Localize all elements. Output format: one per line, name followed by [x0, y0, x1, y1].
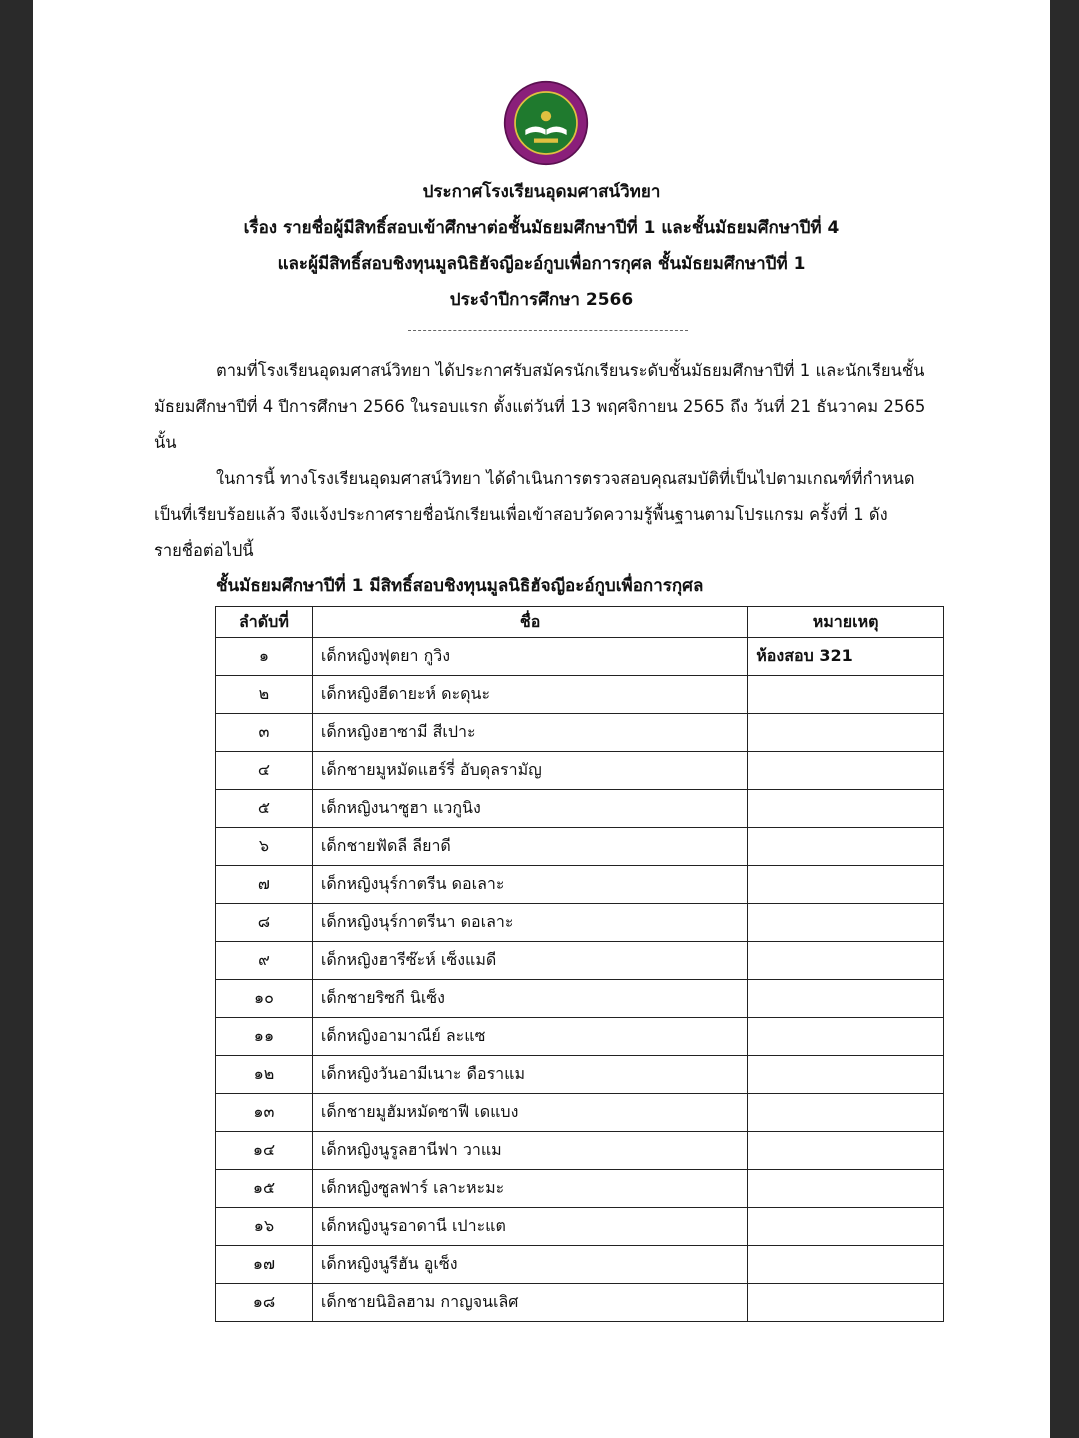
- section-title: ชั้นมัธยมศึกษาปีที่ 1 มีสิทธิ์สอบชิงทุนมูลนิธิฮัจญีอะอ์กูบเพื่อการกุศล: [216, 576, 704, 596]
- row-number: ๔: [216, 752, 313, 790]
- row-number: ๑๖: [216, 1208, 313, 1246]
- table-row: [216, 904, 944, 942]
- row-note: [748, 1056, 944, 1094]
- table-row: [216, 1094, 944, 1132]
- paragraph-1-line-2: มัธยมศึกษาปีที่ 4 ปีการศึกษา 2566 ในรอบแรก ตั้งแต่วันที่ 13 พฤศจิกายน 2565 ถึง วันที่ 21 ธันวาคม 2565: [154, 397, 926, 416]
- row-note: [748, 790, 944, 828]
- table-row: [216, 790, 944, 828]
- row-note: [748, 980, 944, 1018]
- row-note: [748, 904, 944, 942]
- student-name: เด็กหญิงวันอามีเนาะ ดือราแม: [312, 1056, 747, 1094]
- row-number: ๕: [216, 790, 313, 828]
- row-note: [748, 1208, 944, 1246]
- row-number: ๑: [216, 638, 313, 676]
- student-name: เด็กหญิงนูรอาดานี เปาะแต: [312, 1208, 747, 1246]
- header-name: ชื่อ: [312, 607, 747, 638]
- student-name: เด็กหญิงฮารีซ๊ะห์ เซ็งแมดี: [312, 942, 747, 980]
- table-row: [216, 1018, 944, 1056]
- student-name: เด็กชายฟัดลี ลียาดี: [312, 828, 747, 866]
- student-name: เด็กหญิงนาซูฮา แวกูนิง: [312, 790, 747, 828]
- header-note: หมายเหตุ: [748, 607, 944, 638]
- table-row: [216, 1170, 944, 1208]
- table-row: [216, 942, 944, 980]
- row-note: [748, 714, 944, 752]
- student-name: เด็กหญิงอามาณีย์ ละแซ: [312, 1018, 747, 1056]
- student-name: เด็กหญิงนูรูลฮานีฟา วาแม: [312, 1132, 747, 1170]
- table-row: [216, 714, 944, 752]
- row-note: [748, 1284, 944, 1322]
- student-name: เด็กหญิงนูรีฮัน อูเซ็ง: [312, 1246, 747, 1284]
- table-row: [216, 638, 944, 676]
- row-number: ๘: [216, 904, 313, 942]
- header-number: ลำดับที่: [216, 607, 313, 638]
- student-name: เด็กชายมูฮัมหมัดซาฟี เดแบง: [312, 1094, 747, 1132]
- row-number: ๑๕: [216, 1170, 313, 1208]
- row-note: [748, 866, 944, 904]
- table-row: [216, 1246, 944, 1284]
- row-note: [748, 942, 944, 980]
- table-header-row: [216, 607, 944, 638]
- announcement-subject-cont: และผู้มีสิทธิ์สอบชิงทุนมูลนิธิฮัจญีอะอ์กูบเพื่อการกุศล ชั้นมัธยมศึกษาปีที่ 1: [277, 254, 806, 274]
- row-number: ๑๘: [216, 1284, 313, 1322]
- paragraph-1-line-3: นั้น: [154, 433, 177, 452]
- row-number: ๙: [216, 942, 313, 980]
- student-name: เด็กหญิงฮาซามี สีเปาะ: [312, 714, 747, 752]
- table-row: [216, 1132, 944, 1170]
- row-note: [748, 1170, 944, 1208]
- paragraph-2-line-2: เป็นที่เรียบร้อยแล้ว จึงแจ้งประกาศรายชื่อนักเรียนเพื่อเข้าสอบวัดความรู้พื้นฐานตามโปรแกรม ครั้งที่ 1 ดัง: [154, 505, 888, 524]
- announcement-title: ประกาศโรงเรียนอุดมศาสน์วิทยา: [422, 182, 661, 202]
- student-name: เด็กหญิงซูลฟาร์ เลาะหะมะ: [312, 1170, 747, 1208]
- row-note: [748, 1018, 944, 1056]
- student-name: เด็กหญิงนุร์กาตรีน ดอเลาะ: [312, 866, 747, 904]
- table-row: [216, 1284, 944, 1322]
- student-name: เด็กหญิงนุร์กาตรีนา ดอเลาะ: [312, 904, 747, 942]
- student-name: เด็กชายมูหมัดแฮร์รี่ อับดุลรามัญ: [312, 752, 747, 790]
- student-list-table: [215, 606, 944, 1322]
- row-number: ๒: [216, 676, 313, 714]
- document-page: [33, 0, 1050, 1438]
- school-seal-icon: [503, 80, 589, 166]
- row-note: [748, 828, 944, 866]
- paragraph-2: [154, 461, 944, 569]
- paragraph-1: [154, 353, 944, 461]
- row-number: ๓: [216, 714, 313, 752]
- student-name: เด็กหญิงฮีดายะห์ ดะดุนะ: [312, 676, 747, 714]
- separator-line: [408, 330, 688, 331]
- row-number: ๑๐: [216, 980, 313, 1018]
- paragraph-1-line-1: ตามที่โรงเรียนอุดมศาสน์วิทยา ได้ประกาศรับสมัครนักเรียนระดับชั้นมัธยมศึกษาปีที่ 1 และนักเรียนชั้น: [216, 361, 925, 380]
- row-number: ๗: [216, 866, 313, 904]
- table-row: [216, 1208, 944, 1246]
- row-number: ๑๒: [216, 1056, 313, 1094]
- table-row: [216, 980, 944, 1018]
- announcement-subject: เรื่อง รายชื่อผู้มีสิทธิ์สอบเข้าศึกษาต่อชั้นมัธยมศึกษาปีที่ 1 และชั้นมัธยมศึกษาปีที่ 4: [243, 218, 840, 238]
- table-row: [216, 866, 944, 904]
- row-note: [748, 752, 944, 790]
- row-note: [748, 1094, 944, 1132]
- announcement-year: ประจำปีการศึกษา 2566: [449, 290, 634, 310]
- table-row: [216, 676, 944, 714]
- row-note: ห้องสอบ 321: [748, 638, 944, 676]
- student-name: เด็กชายนิอิลฮาม กาญจนเลิศ: [312, 1284, 747, 1322]
- student-name: เด็กหญิงฟุตยา กูวิง: [312, 638, 747, 676]
- table-row: [216, 1056, 944, 1094]
- row-note: [748, 1246, 944, 1284]
- table-row: [216, 828, 944, 866]
- row-number: ๖: [216, 828, 313, 866]
- paragraph-2-line-3: รายชื่อต่อไปนี้: [154, 541, 254, 560]
- row-number: ๑๑: [216, 1018, 313, 1056]
- row-note: [748, 1132, 944, 1170]
- row-number: ๑๗: [216, 1246, 313, 1284]
- student-name: เด็กชายริซกี นิเซ็ง: [312, 980, 747, 1018]
- row-note: [748, 676, 944, 714]
- table-row: [216, 752, 944, 790]
- row-number: ๑๓: [216, 1094, 313, 1132]
- row-number: ๑๔: [216, 1132, 313, 1170]
- paragraph-2-line-1: ในการนี้ ทางโรงเรียนอุดมศาสน์วิทยา ได้ดำเนินการตรวจสอบคุณสมบัติที่เป็นไปตามเกณฑ์ที่กำหนด: [216, 469, 915, 488]
